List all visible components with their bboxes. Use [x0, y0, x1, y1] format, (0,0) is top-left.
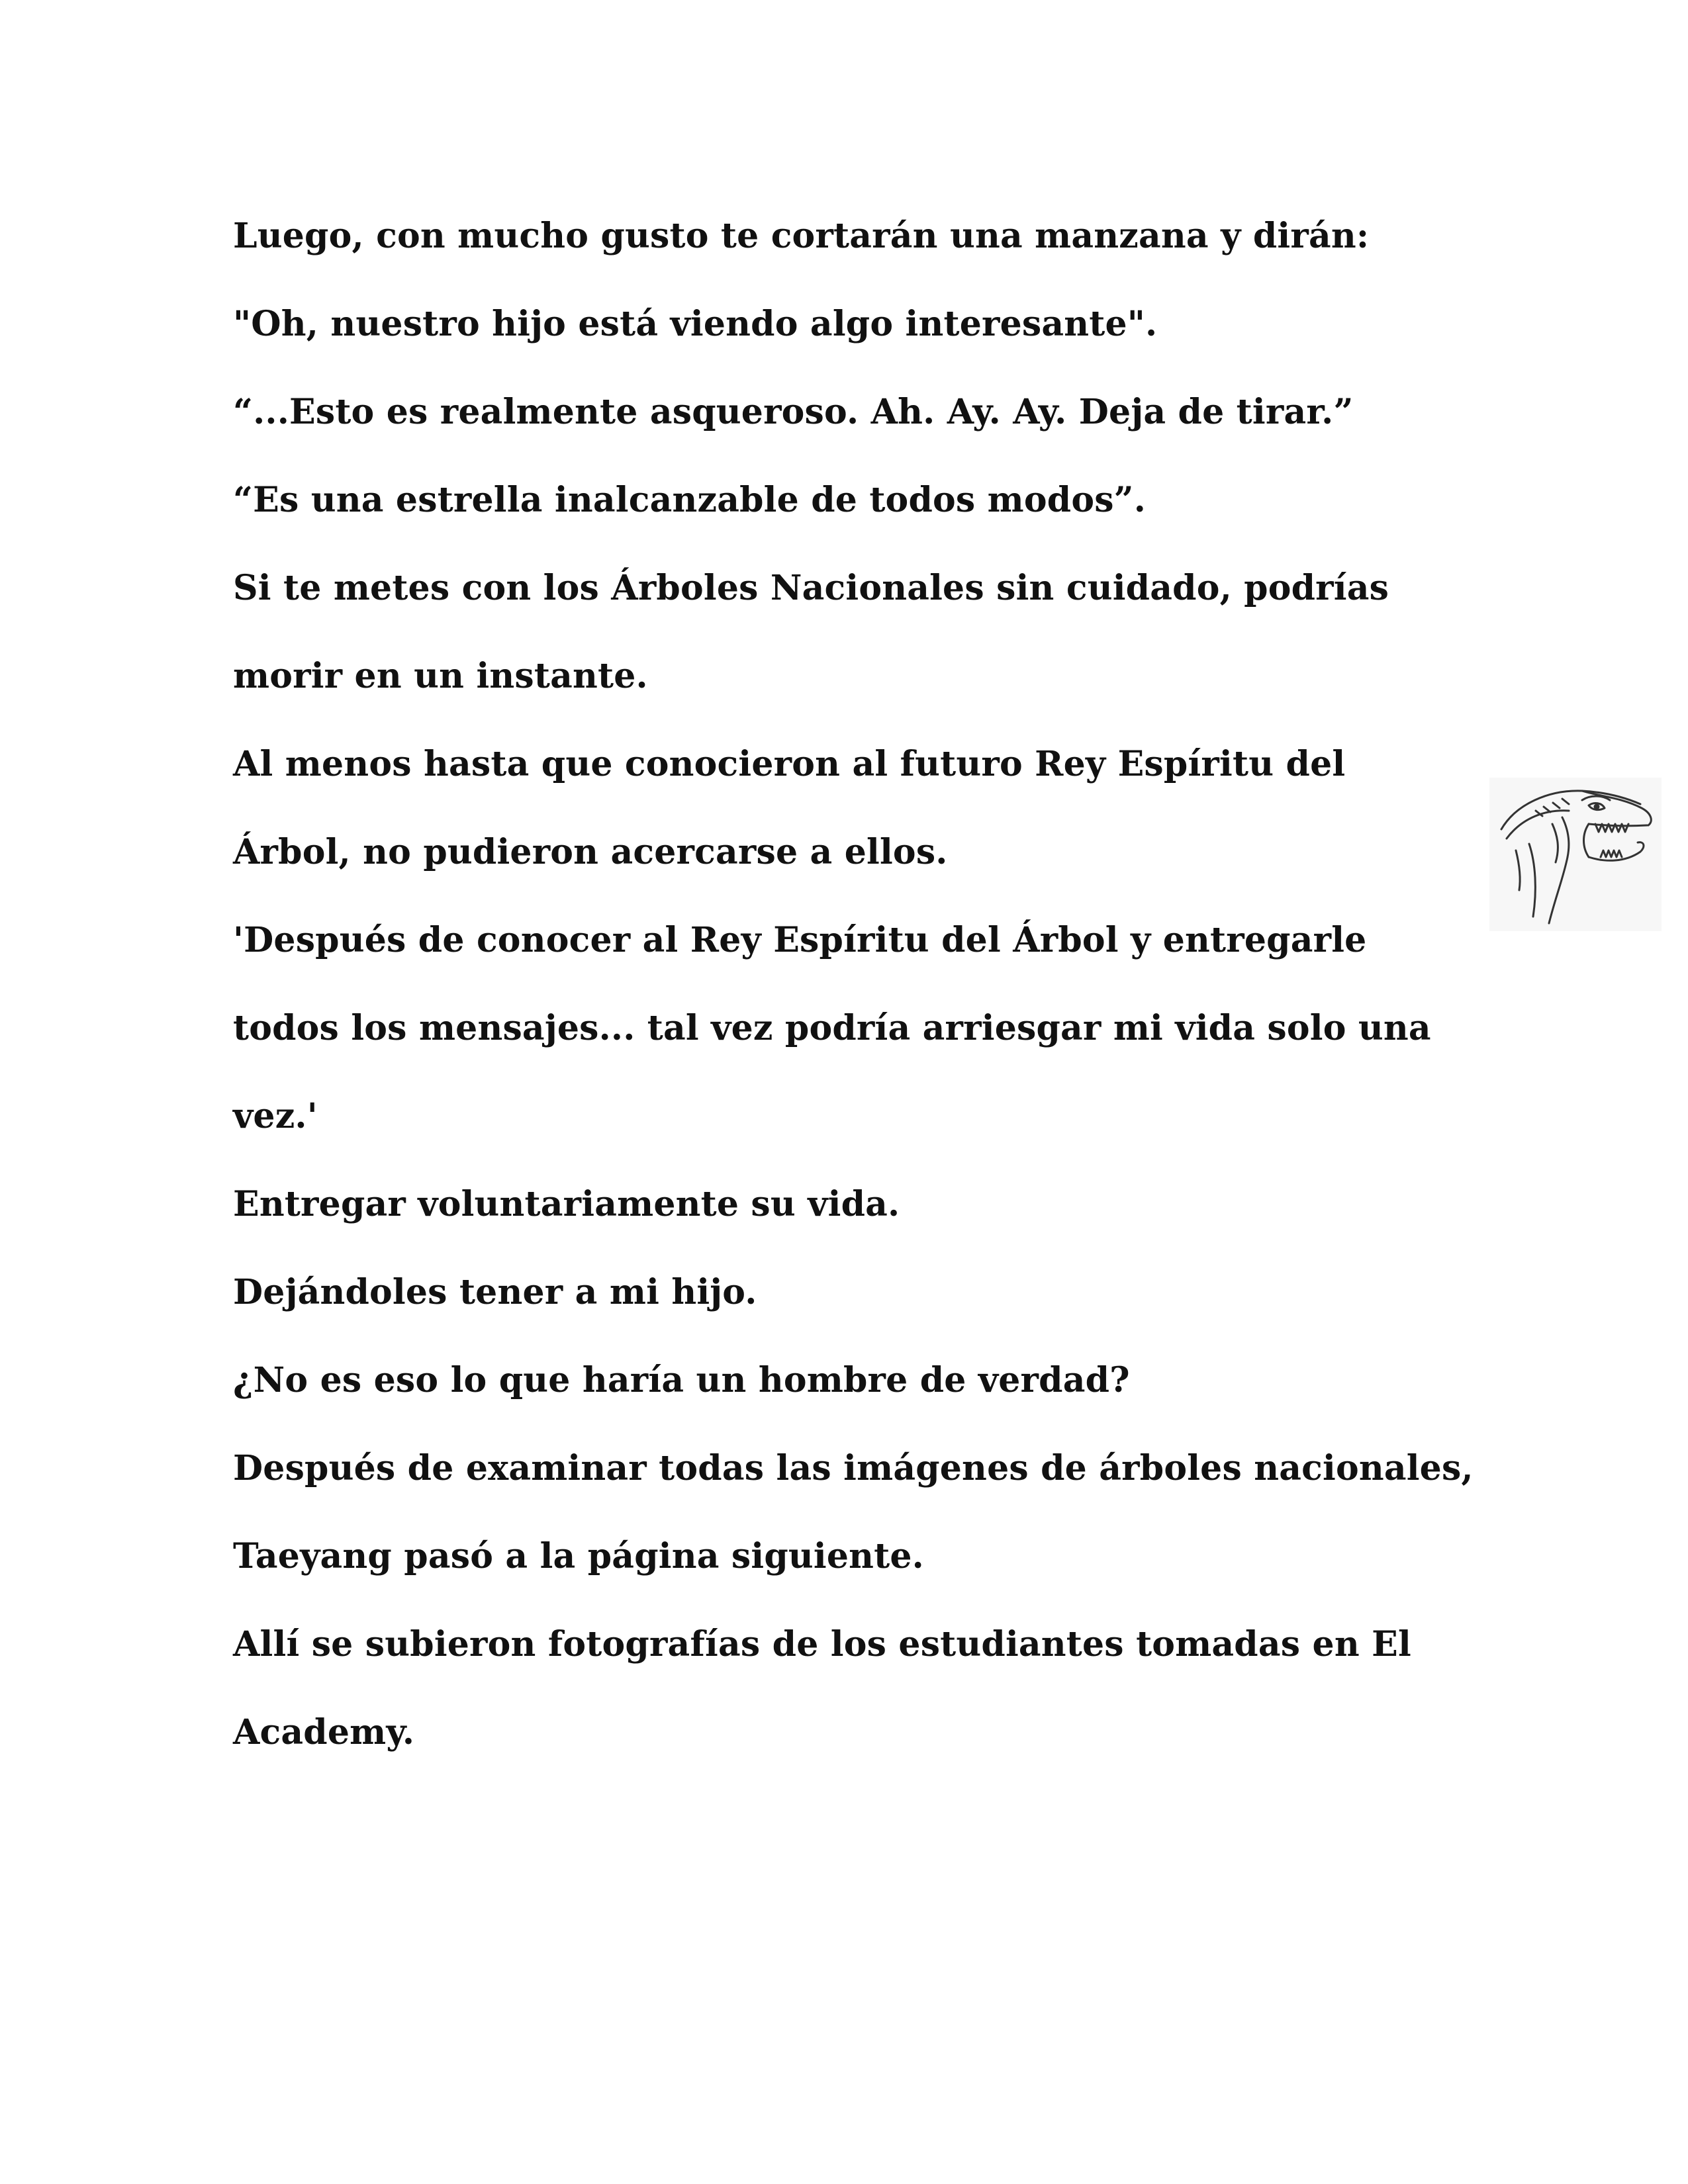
text-line: Allí se subieron fotografías de los estudiantes tomadas en El	[233, 1624, 1411, 1664]
text-line: todos los mensajes... tal vez podría arriesgar mi vida solo una	[233, 1008, 1431, 1048]
text-line: vez.'	[233, 1096, 318, 1136]
dinosaur-head-icon	[1489, 778, 1662, 931]
text-line: Luego, con mucho gusto te cortarán una manzana y dirán:	[233, 216, 1370, 256]
text-line: Academy.	[233, 1712, 415, 1752]
text-line: "Oh, nuestro hijo está viendo algo interesante".	[233, 304, 1158, 344]
text-line: “Es una estrella inalcanzable de todos modos”.	[233, 480, 1147, 520]
text-line: “...Esto es realmente asqueroso. Ah. Ay. Ay. Deja de tirar.”	[233, 392, 1354, 432]
text-line: Después de examinar todas las imágenes de árboles nacionales,	[233, 1448, 1474, 1488]
text-line: Al menos hasta que conocieron al futuro Rey Espíritu del	[233, 744, 1346, 784]
text-line: Entregar voluntariamente su vida.	[233, 1184, 900, 1224]
text-line: Dejándoles tener a mi hijo.	[233, 1272, 757, 1312]
text-line: Árbol, no pudieron acercarse a ellos.	[233, 832, 948, 872]
text-line: ¿No es eso lo que haría un hombre de verdad?	[233, 1360, 1130, 1400]
text-line: Si te metes con los Árboles Nacionales sin cuidado, podrías	[233, 568, 1389, 608]
body-text	[233, 192, 1491, 1776]
text-line: Taeyang pasó a la página siguiente.	[233, 1536, 924, 1576]
text-line: 'Después de conocer al Rey Espíritu del Árbol y entregarle	[233, 920, 1367, 960]
text-line: morir en un instante.	[233, 656, 648, 696]
